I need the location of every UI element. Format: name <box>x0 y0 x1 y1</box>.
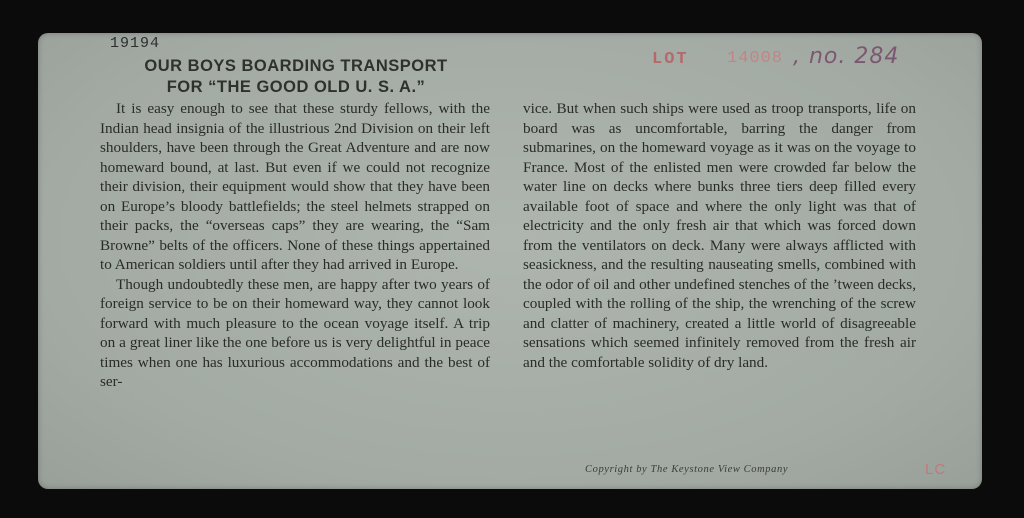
handwritten-lot-note: , no. 284 <box>793 44 900 69</box>
left-text-column <box>100 99 490 392</box>
paragraph-2: Though undoubtedly these men, are happy after two years of foreign service to be on their homeward way, they cannot look forward with much pleasure to the ocean voyage itself. A trip on a great liner like the one before us is very delightful in peace times when one has luxurious accommodations and the best of ser- <box>100 275 490 390</box>
lc-stamp: LC <box>925 461 947 478</box>
title-line-2: FOR “THE GOOD OLD U. S. A.” <box>166 78 426 96</box>
card-title <box>100 56 492 98</box>
paragraph-1: It is easy enough to see that these sturdy fellows, with the Indian head insignia of the illustrious 2nd Division on their left shoulders, have been through the Great Adventure and are now homeward bound, at last. But even if we could not recognize their division, their equipment would show that they have been on Europe’s bloody battlefields; the steel helmets strapped on their packs, the “overseas caps” they are wearing, the “Sam Browne” belts of the officers. None of these things appertained to American soldiers until after they had arrived in Europe. <box>100 100 490 273</box>
catalog-number: 19194 <box>110 35 161 52</box>
title-line-1: OUR BOYS BOARDING TRANSPORT <box>144 57 448 75</box>
copyright-line: Copyright by The Keystone View Company <box>585 464 789 475</box>
paragraph-3: vice. But when such ships were used as troop transports, life on board was as uncomfortable, barring the danger from submarines, on the homeward voyage as it was on the voyage to France. Most of the enlisted men were crowded far below the water line on decks where bunks three tiers deep filled every available foot of space and where the only light was that of electricity and the only fresh air that which was forced down from the ventilators on deck. Many were always afflicted with seasickness, and the resulting nauseating smells, combined with the odor of oil and other undefined stenches of the ’tween decks, coupled with the rolling of the ship, the wrenching of the screw and clatter of machinery, created a little world of disagreeable sensations which seemed infinitely removed from the fresh air and the comfortable solidity of dry land. <box>523 100 916 371</box>
right-text-column <box>523 99 916 372</box>
lot-stamp: LOT <box>652 50 689 69</box>
lot-number-stamp: 14008 <box>727 49 784 68</box>
